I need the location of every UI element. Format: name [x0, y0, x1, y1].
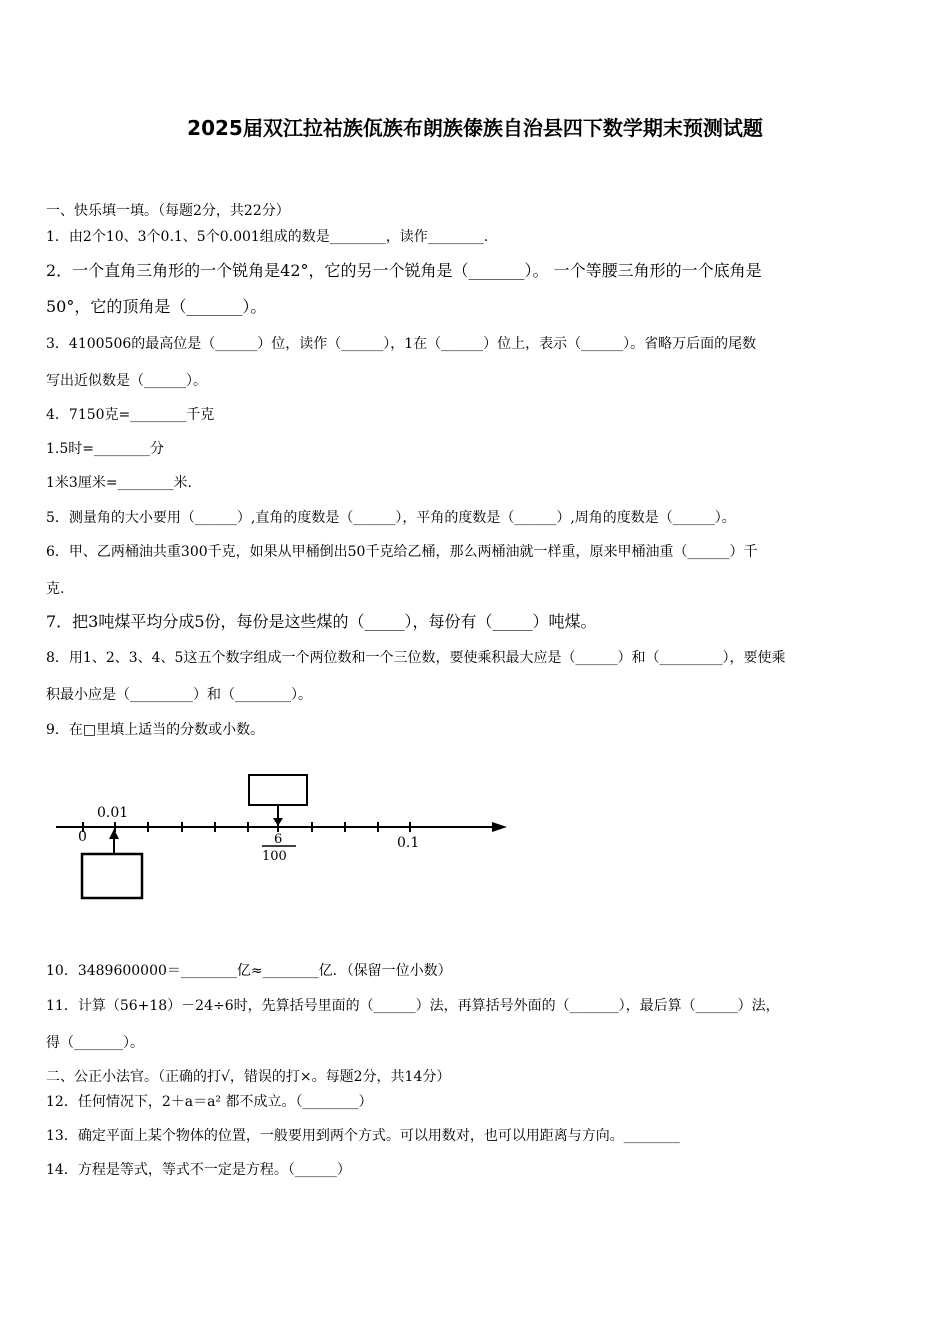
question-5: 5．测量角的大小要用（______）,直角的度数是（______），平角的度数是（______）,周角的度数是（______）。 [46, 510, 736, 526]
question-4-line-2: 1.5时=________分 [46, 441, 164, 457]
question-8-line-1: 8．用1、2、3、4、5这五个数字组成一个两位数和一个三位数，要使乘积最大应是（______）和（_________），要使乘 [46, 650, 786, 666]
question-6-line-1: 6．甲、乙两桶油共重300千克，如果从甲桶倒出50千克给乙桶，那么两桶油就一样重，原来甲桶油重（______）千 [46, 544, 758, 560]
arrow-up-icon [109, 829, 119, 839]
answer-box-top [249, 775, 307, 805]
question-4-line-1: 4．7150克=________千克 [46, 407, 215, 423]
fraction-numerator: 6 [274, 832, 283, 847]
question-3-line-2: 写出近似数是（______）。 [46, 373, 207, 389]
question-2-line-2: 50°，它的顶角是（_______）。 [46, 297, 267, 316]
label-0-1: 0.1 [397, 835, 420, 851]
question-11-line-1: 11．计算（56+18）－24÷6时，先算括号里面的（______）法，再算括号外面的（_______），最后算（______）法， [46, 998, 780, 1014]
section-1-heading: 一、快乐填一填。（每题2分，共22分） [46, 203, 290, 219]
answer-box-bottom [82, 854, 142, 898]
number-line-figure [52, 770, 512, 905]
question-8-line-2: 积最小应是（_________）和（________）。 [46, 687, 312, 703]
page-title: 2025届双江拉祜族佤族布朗族傣族自治县四下数学期末预测试题 [187, 116, 763, 140]
question-9: 9．在□里填上适当的分数或小数。 [46, 722, 265, 738]
section-2-heading: 二、公正小法官。（正确的打√，错误的打×。每题2分，共14分） [46, 1069, 451, 1085]
question-1: 1．由2个10、3个0.1、5个0.001组成的数是________，读作________. [46, 229, 489, 245]
question-12: 12．任何情况下，2＋a＝a² 都不成立。（________） [46, 1094, 373, 1110]
question-14: 14．方程是等式，等式不一定是方程。（______） [46, 1162, 351, 1178]
question-7: 7．把3吨煤平均分成5份，每份是这些煤的（_____），每份有（_____）吨煤。 [46, 612, 597, 631]
question-13: 13．确定平面上某个物体的位置，一般要用到两个方式。可以用数对，也可以用距离与方向。________ [46, 1128, 680, 1144]
axis-arrow-icon [492, 822, 507, 832]
question-6-line-2: 克. [46, 581, 65, 597]
question-2-line-1: 2．一个直角三角形的一个锐角是42°，它的另一个锐角是（_______）。 一个等腰三角形的一个底角是 [46, 261, 762, 280]
question-10: 10．3489600000＝________亿≈________亿．（保留一位小数） [46, 963, 452, 979]
label-0: 0 [78, 829, 87, 845]
label-0-01: 0.01 [97, 805, 129, 821]
question-3-line-1: 3．4100506的最高位是（______）位，读作（______），1在（______）位上，表示（______）。省略万后面的尾数 [46, 336, 757, 352]
question-4-line-3: 1米3厘米=________米. [46, 475, 192, 491]
question-11-line-2: 得（_______）。 [46, 1035, 144, 1051]
fraction-denominator: 100 [262, 849, 287, 864]
